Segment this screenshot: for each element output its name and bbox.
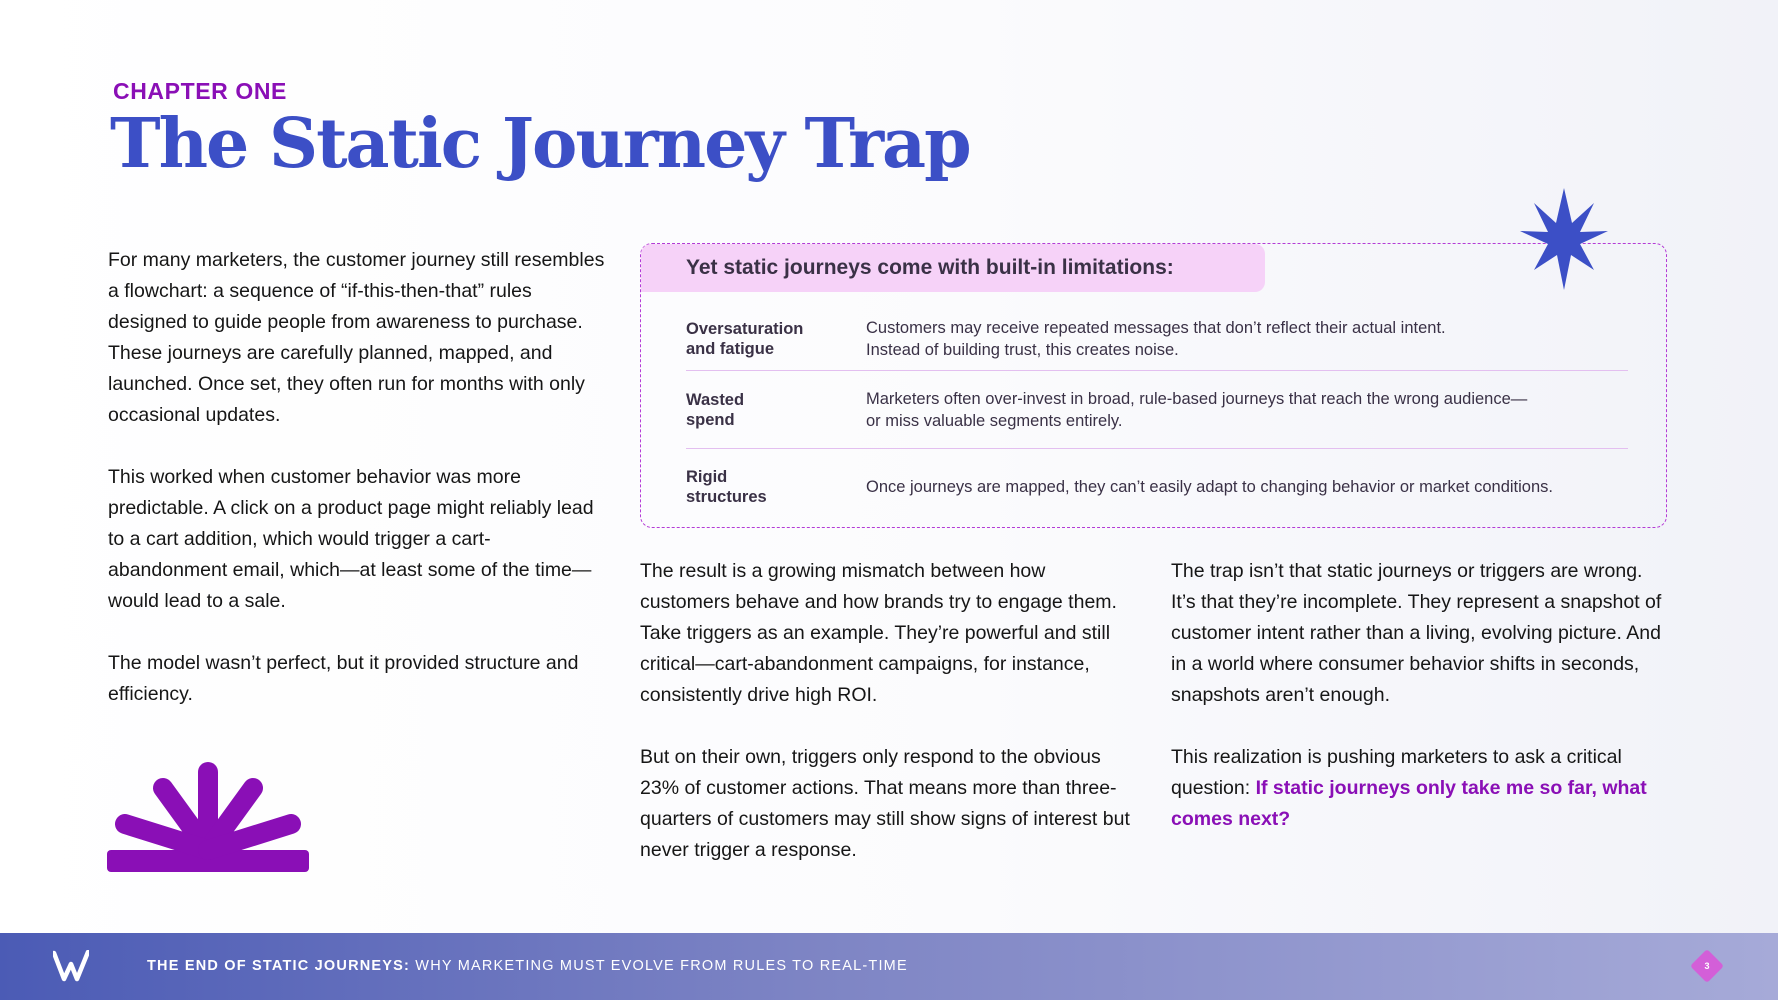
limitation-description-line: or miss valuable segments entirely.: [866, 411, 1123, 430]
limitation-description-line: Customers may receive repeated messages that don’t reflect their actual intent.: [866, 319, 1446, 337]
right-paragraph-1: The trap isn’t that static journeys or triggers are wrong. It’s that they’re incomplete. They represent a snapshot of customer intent rather than a living, evolving picture. And in a world where consumer behavior shifts in seconds, snapshots aren’t enough.: [1171, 560, 1662, 706]
footer-title-strong: THE END OF STATIC JOURNEYS:: [147, 958, 411, 974]
limitation-description: [866, 476, 1628, 498]
limitation-label-line: Rigid: [686, 467, 728, 486]
limitation-row-oversaturation: [686, 308, 1628, 371]
limitations-header: Yet static journeys come with built-in limitations:: [641, 244, 1265, 292]
limitation-label: [686, 467, 866, 507]
limitation-label-line: and fatigue: [686, 340, 775, 358]
closing-intro: This realization is pushing marketers to ask a critical question:: [1171, 746, 1622, 799]
limitation-row-wasted-spend: [686, 371, 1628, 449]
eight-point-star-icon: [1520, 188, 1608, 290]
limitation-label-line: spend: [686, 410, 735, 429]
limitation-description-line: Marketers often over-invest in broad, rule-based journeys that reach the wrong audience—: [866, 389, 1528, 408]
limitation-label-line: Oversaturation: [686, 320, 804, 338]
limitation-label: [686, 319, 866, 359]
right-column: [1171, 556, 1671, 866]
half-sunburst-icon: [107, 760, 309, 872]
limitation-description: [866, 388, 1628, 432]
left-paragraph-3: The model wasn’t perfect, but it provided structure and efficiency.: [108, 652, 579, 705]
chapter-label: CHAPTER ONE: [113, 78, 288, 104]
footer-title-rest: WHY MARKETING MUST EVOLVE FROM RULES TO REAL-TIME: [410, 958, 908, 974]
limitation-description: [866, 317, 1628, 361]
footer-title: [147, 933, 908, 1000]
middle-paragraph-1: The result is a growing mismatch between how customers behave and how brands try to engage them. Take triggers as an example. They’re powerful and still critical—cart-abandonment campaigns, for instance, consistently drive high ROI.: [640, 560, 1117, 706]
limitations-box: [640, 243, 1667, 528]
right-paragraph-2: [1171, 742, 1671, 835]
closing-question: If static journeys only take me so far, what comes next?: [1171, 777, 1647, 830]
limitation-description-line: Instead of building trust, this creates noise.: [866, 341, 1179, 359]
w-logo-icon: [53, 950, 89, 982]
page-number: 3: [1704, 961, 1710, 971]
limitation-label: [686, 390, 866, 430]
limitation-description-line: Once journeys are mapped, they can’t easily adapt to changing behavior or market conditions.: [866, 477, 1553, 496]
page-title: The Static Journey Trap: [110, 104, 970, 184]
limitation-label-line: structures: [686, 487, 767, 506]
middle-column: [640, 556, 1140, 897]
left-paragraph-2: This worked when customer behavior was more predictable. A click on a product page might reliably lead to a cart addition, which would trigger a cart-abandonment email, which—at least some of the time—would lead to a sale.: [108, 466, 594, 612]
middle-paragraph-2: But on their own, triggers only respond to the obvious 23% of customer actions. That means more than three-quarters of customers may still show signs of interest but never trigger a response.: [640, 746, 1130, 861]
limitation-row-rigid-structures: [686, 449, 1628, 524]
footer-bar: [0, 933, 1778, 1000]
left-column: [108, 245, 608, 741]
limitation-label-line: Wasted: [686, 390, 745, 409]
left-paragraph-1: For many marketers, the customer journey still resembles a flowchart: a sequence of “if-this-then-that” rules designed to guide people from awareness to purchase. These journeys are carefully planned, mapped, and launched. Once set, they often run for months with only occasional updates.: [108, 249, 605, 426]
